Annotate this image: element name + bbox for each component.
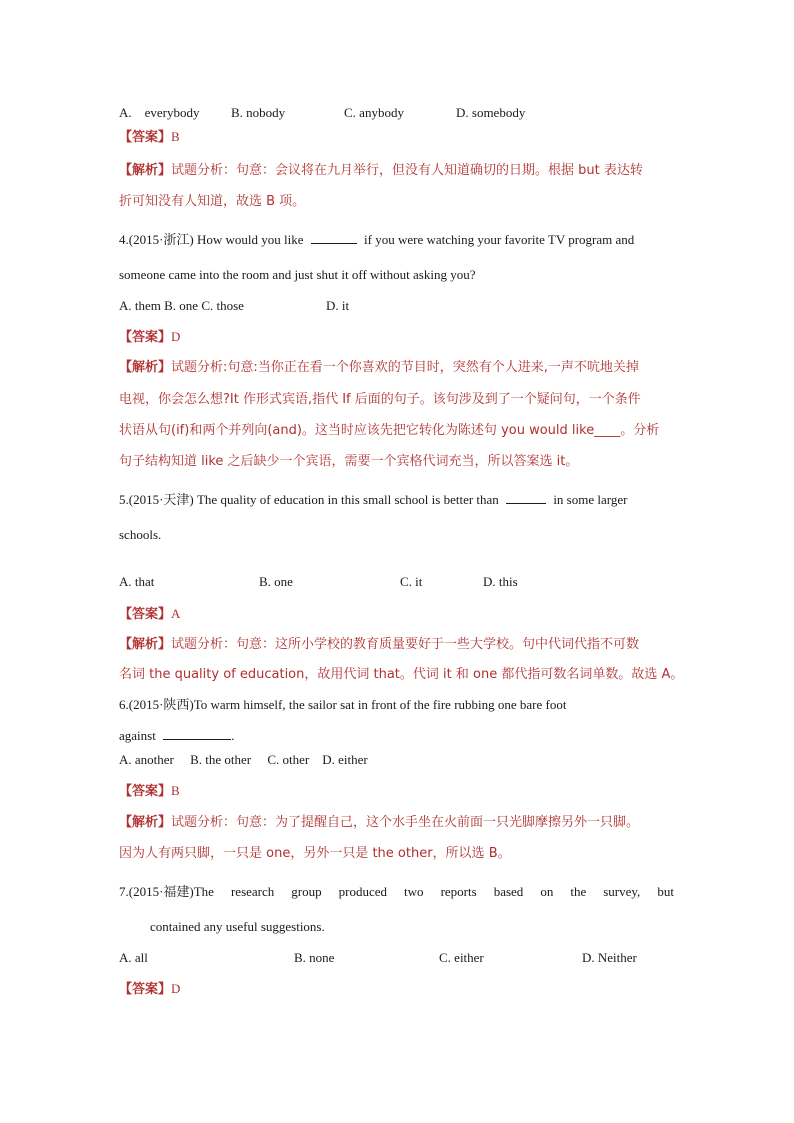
q4-stem-line-2: someone came into the room and just shut it off without asking you? xyxy=(119,267,476,282)
answer-blank xyxy=(506,491,546,504)
q4-analysis-line-1 xyxy=(119,359,639,377)
q5-option-b: B. one xyxy=(259,574,293,589)
answer-value: A xyxy=(171,606,181,621)
analysis-text: 试题分析:句意:当你正在看一个你喜欢的节目时，突然有个人进来,一声不吭地关掉 xyxy=(171,360,639,375)
analysis-tag: 【解析】 xyxy=(119,360,172,375)
answer-value: B xyxy=(171,783,180,798)
analysis-tag: 【解析】 xyxy=(119,815,172,830)
q4-analysis-line-3: 状语从句(if)和两个并列向(and)。这当时应该先把它转化为陈述句 you would like____。分析 xyxy=(119,423,660,438)
q3-option-b: B. nobody xyxy=(231,105,286,120)
q5-option-c: C. it xyxy=(400,574,423,589)
q6-stem-line-1: 6.(2015·陕西)To warm himself, the sailor sat in front of the fire rubbing one bare foot xyxy=(119,697,567,712)
q4-stem-pre: 4.(2015·浙江) How would you like xyxy=(119,232,304,247)
answer-value: D xyxy=(171,329,181,344)
q5-option-d: D. this xyxy=(483,574,518,589)
answer-tag: 【答案】 xyxy=(119,784,172,799)
q4-options: A. them B. one C. those xyxy=(119,298,244,313)
answer-value: B xyxy=(171,129,180,144)
q4-answer xyxy=(119,328,180,347)
answer-tag: 【答案】 xyxy=(119,607,172,622)
answer-value: D xyxy=(171,981,181,996)
q5-stem-post: in some larger xyxy=(553,492,628,507)
q7-option-d: D. Neither xyxy=(582,950,637,965)
q7-answer xyxy=(119,980,180,999)
q3-option-c: C. anybody xyxy=(344,105,404,120)
analysis-text: 试题分析：句意：为了提醒自己，这个水手坐在火前面一只光脚摩擦另外一只脚。 xyxy=(171,815,640,830)
q4-option-d: D. it xyxy=(326,298,350,313)
answer-tag: 【答案】 xyxy=(119,982,172,997)
q5-stem-pre: 5.(2015·天津) The quality of education in this small school is better than xyxy=(119,492,499,507)
q3-analysis-line-2: 折可知没有人知道，故选 B 项。 xyxy=(119,194,306,209)
q3-option-d: D. somebody xyxy=(456,105,526,120)
q5-analysis-line-1 xyxy=(119,636,639,654)
q6-answer xyxy=(119,782,180,801)
q4-stem-post: if you were watching your favorite TV program and xyxy=(364,232,635,247)
q5-option-a: A. that xyxy=(119,574,155,589)
analysis-tag: 【解析】 xyxy=(119,163,172,178)
analysis-text: 试题分析：句意：这所小学校的教育质量要好于一些大学校。句中代词代指不可数 xyxy=(171,637,640,652)
analysis-tag: 【解析】 xyxy=(119,637,172,652)
q7-stem-text: 7.(2015·福建)The research group produced two reports based on the survey, but xyxy=(119,884,674,899)
q6-analysis-line-1 xyxy=(119,814,639,832)
q6-analysis-line-2: 因为人有两只脚，一只是 one，另外一只是 the other，所以选 B。 xyxy=(119,846,511,861)
q5-stem-line-2: schools. xyxy=(119,527,162,542)
answer-tag: 【答案】 xyxy=(119,130,172,145)
q6-options: A. another B. the other C. other D. either xyxy=(119,752,368,767)
q3-answer xyxy=(119,128,180,147)
q7-option-b: B. none xyxy=(294,950,335,965)
q7-option-a: A. all xyxy=(119,950,148,965)
q4-stem-line-1 xyxy=(119,231,634,249)
answer-blank xyxy=(163,727,231,740)
q3-option-a: A. everybody xyxy=(119,105,200,120)
q6-stem-line-2: against . xyxy=(119,728,235,743)
q5-stem-line-1 xyxy=(119,491,627,509)
answer-blank xyxy=(311,231,357,244)
q7-stem-line-1 xyxy=(119,883,674,901)
q5-analysis-line-2: 名词 the quality of education，故用代词 that。代词 it 和 one 都代指可数名词单数。故选 A。 xyxy=(119,667,684,682)
q7-option-c: C. either xyxy=(439,950,484,965)
q3-analysis-line-1 xyxy=(119,162,643,180)
analysis-text: 试题分析：句意：会议将在九月举行，但没有人知道确切的日期。根据 but 表达转 xyxy=(171,163,643,178)
q6-stem-pre: against xyxy=(119,728,156,743)
q4-analysis-line-2: 电视，你会怎么想?It 作形式宾语,指代 If 后面的句子。该句涉及到了一个疑问句，一个条件 xyxy=(119,392,641,407)
q7-stem-line-2: contained any useful suggestions. xyxy=(150,919,325,934)
q4-analysis-line-4: 句子结构知道 like 之后缺少一个宾语，需要一个宾格代词充当，所以答案选 it。 xyxy=(119,454,579,469)
answer-tag: 【答案】 xyxy=(119,330,172,345)
q5-answer xyxy=(119,605,180,624)
